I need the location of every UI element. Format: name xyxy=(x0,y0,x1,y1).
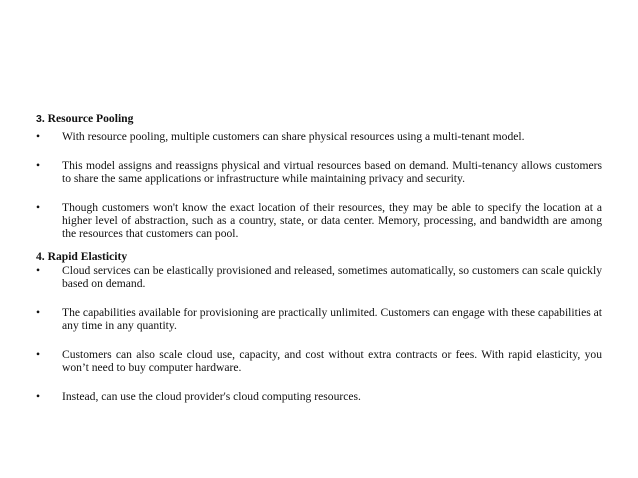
list-item-text: Customers can also scale cloud use, capacity, and cost without extra contracts or fees. With rapid elasticity, you won’t need to buy computer hardware. xyxy=(62,348,602,374)
list-item-text: With resource pooling, multiple customers can share physical resources using a multi-tenant model. xyxy=(62,130,525,143)
slide-content xyxy=(36,112,602,403)
list-item-text: The capabilities available for provisioning are practically unlimited. Customers can engage with these capabilities at any time in any quantity. xyxy=(62,306,602,332)
bullet-icon: • xyxy=(36,390,41,403)
section-title: . Resource Pooling xyxy=(41,112,134,125)
section-heading-resource-pooling xyxy=(36,112,602,126)
resource-pooling-list xyxy=(36,130,602,240)
section-number: 3 xyxy=(36,113,42,125)
list-item xyxy=(36,348,602,374)
bullet-icon: • xyxy=(36,159,41,172)
bullet-icon: • xyxy=(36,348,41,361)
list-item xyxy=(36,306,602,332)
list-item xyxy=(36,390,602,403)
list-item-text: Instead, can use the cloud provider's cloud computing resources. xyxy=(62,390,361,403)
list-item xyxy=(36,201,602,240)
bullet-icon: • xyxy=(36,130,41,143)
list-item-text: This model assigns and reassigns physical and virtual resources based on demand. Multi-tenancy allows customers to share the same applications or infrastructure while maintaining privacy and security. xyxy=(62,159,602,185)
bullet-icon: • xyxy=(36,264,41,277)
list-item-text: Though customers won't know the exact location of their resources, they may be able to specify the location at a higher level of abstraction, such as a country, state, or data center. Memory, processing, and bandwidth are among the resources that customers can pool. xyxy=(62,201,602,240)
bullet-icon: • xyxy=(36,306,41,319)
list-item-text: Cloud services can be elastically provisioned and released, sometimes automatically, so customers can scale quickly based on demand. xyxy=(62,264,602,290)
list-item xyxy=(36,130,602,143)
rapid-elasticity-list xyxy=(36,264,602,403)
bullet-icon: • xyxy=(36,201,41,214)
section-heading-rapid-elasticity: 4. Rapid Elasticity xyxy=(36,250,128,263)
list-item xyxy=(36,264,602,290)
list-item xyxy=(36,159,602,185)
